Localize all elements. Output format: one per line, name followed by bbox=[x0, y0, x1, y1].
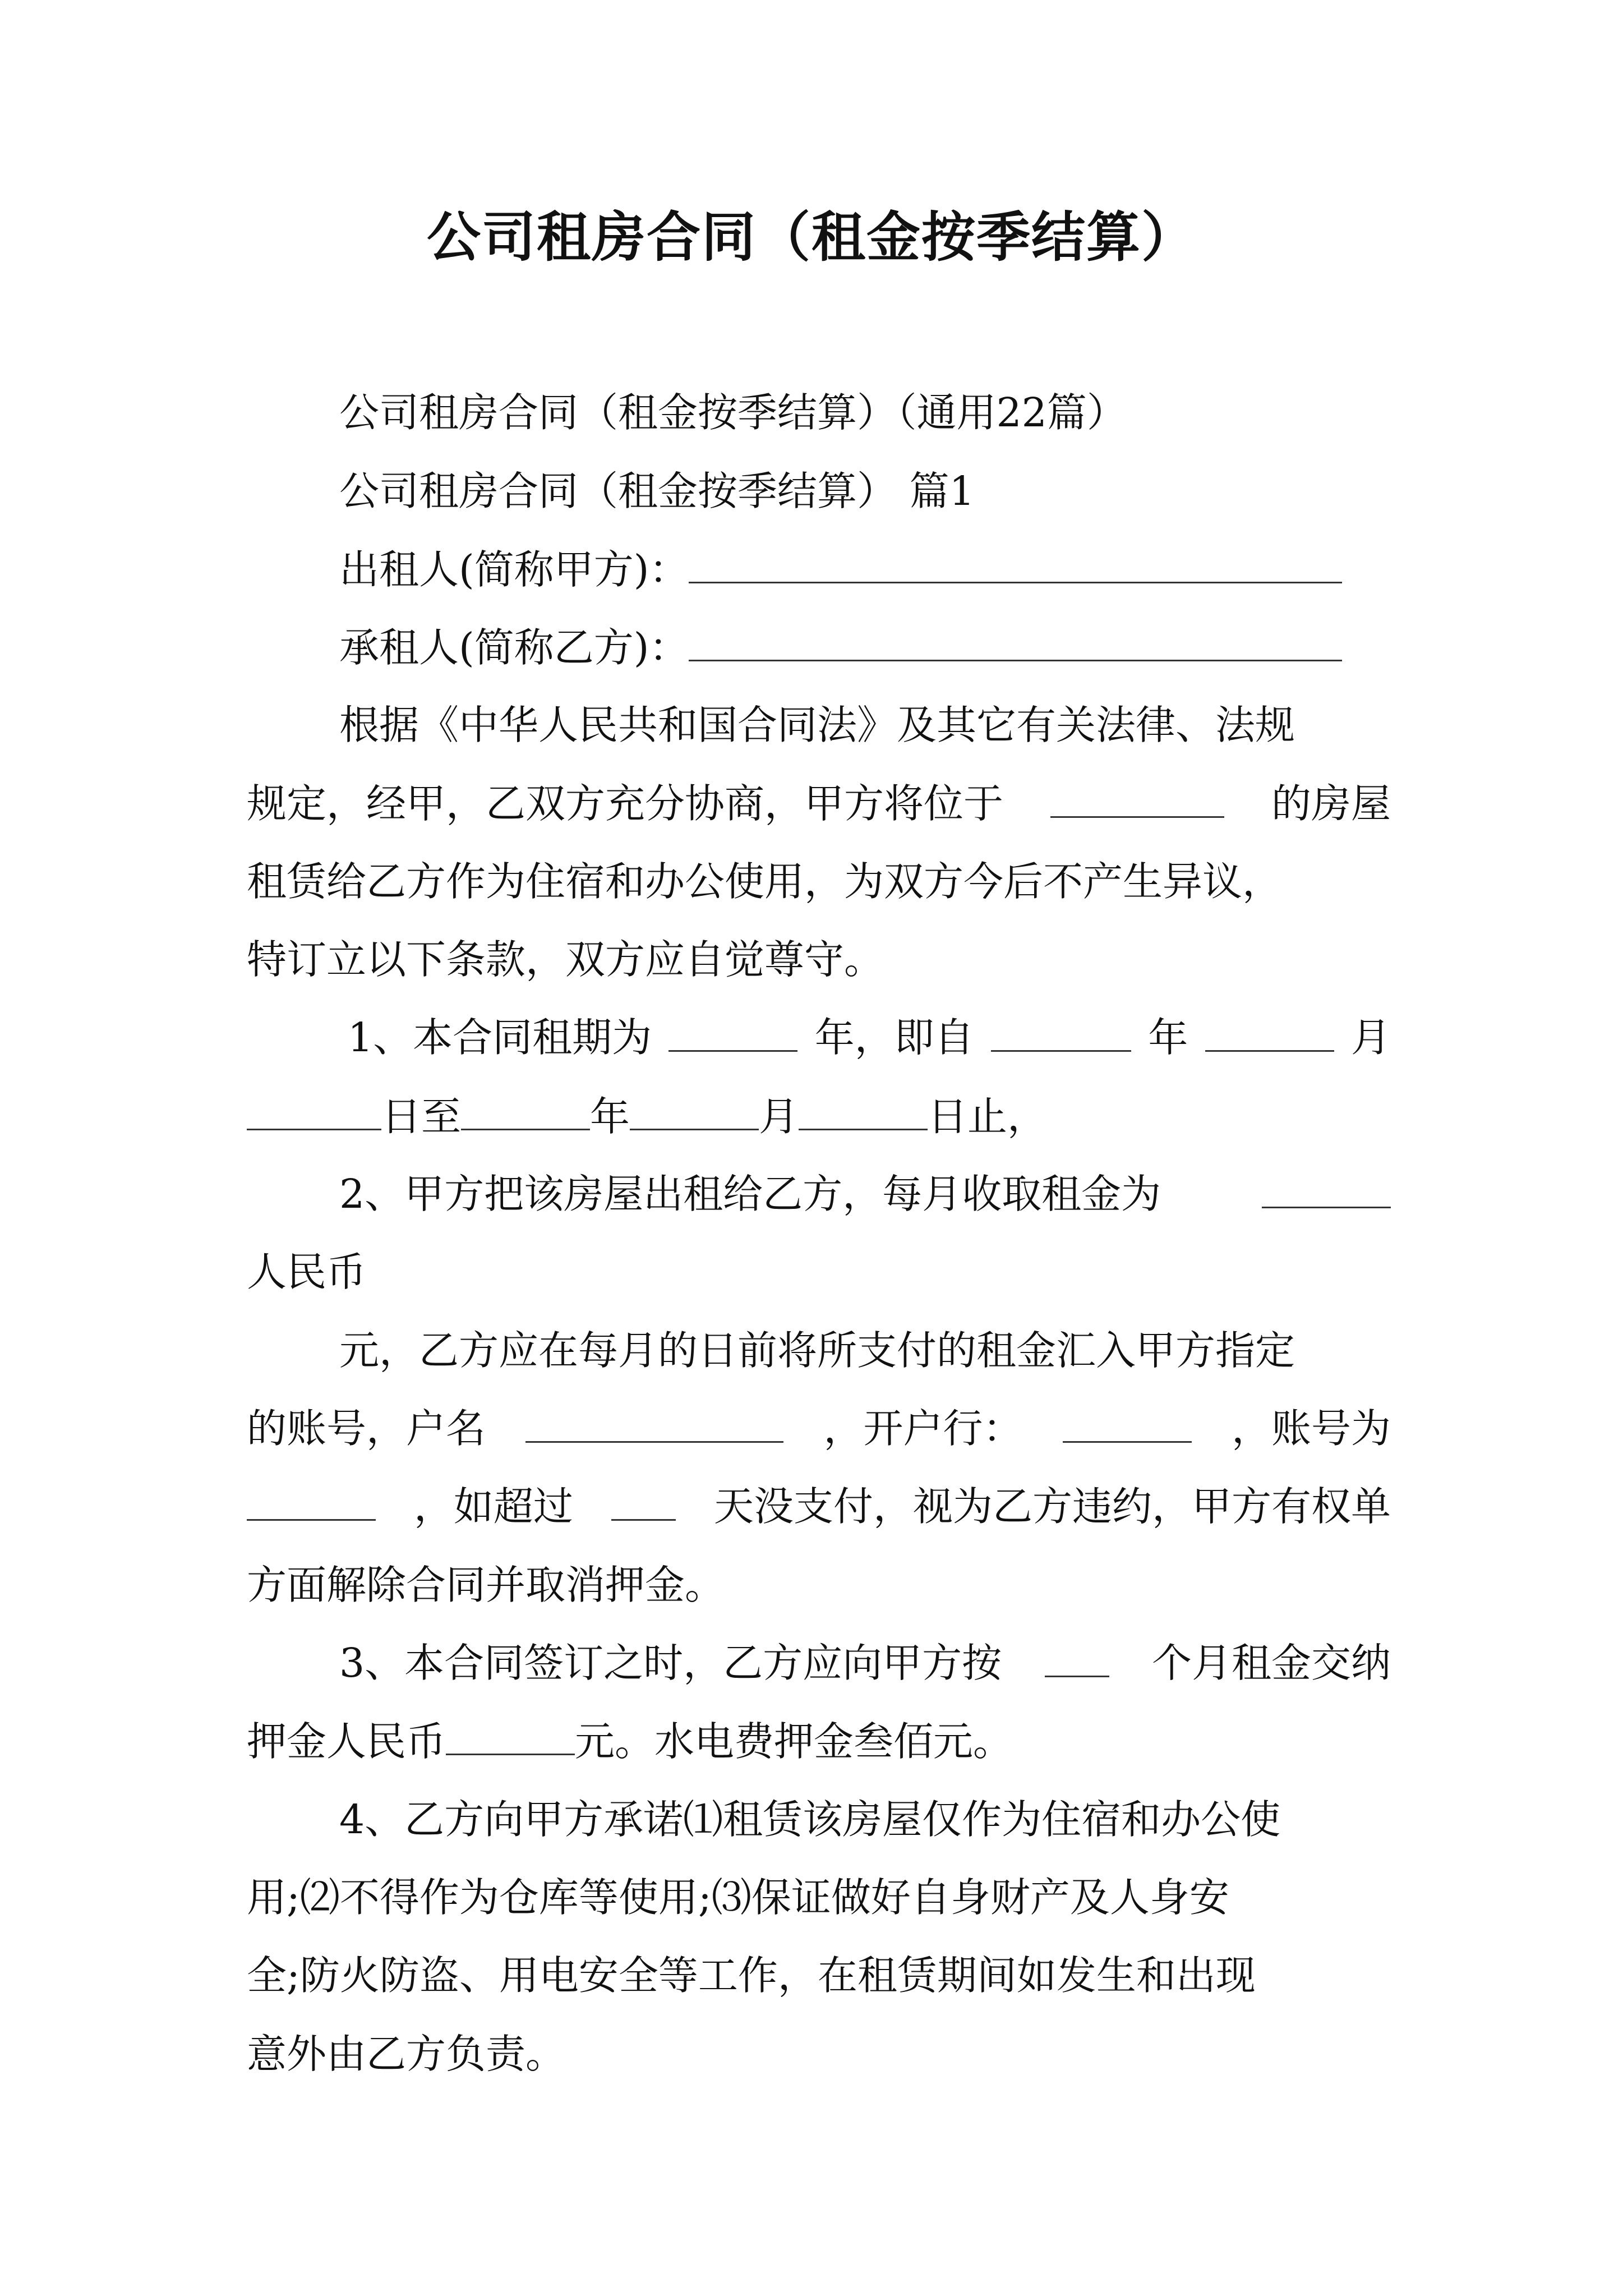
clause-2-line-5 bbox=[247, 1480, 1391, 1534]
lessor-label: 出租人(简称甲方)： bbox=[339, 546, 689, 593]
start-month-blank bbox=[1205, 1011, 1334, 1052]
lessee-line bbox=[339, 620, 1342, 674]
clause-4-line-3: 全;防火防盗、用电安全等工作，在租赁期间如发生和出现 bbox=[247, 1952, 1256, 1999]
intro-text-b: 的房屋 bbox=[1271, 780, 1391, 827]
clause-2-line-1 bbox=[339, 1167, 1391, 1221]
account-name-blank bbox=[525, 1402, 783, 1443]
clause-1-text-h: 日止， bbox=[928, 1093, 1048, 1140]
clause-2-text-a: 2、甲方把该房屋出租给乙方，每月收取租金为 bbox=[339, 1171, 1161, 1217]
clause-1-text-a: 1、本合同租期为 bbox=[348, 1014, 652, 1061]
overdue-days-blank bbox=[611, 1480, 676, 1521]
lessee-blank bbox=[689, 620, 1342, 661]
clause-2-line-3: 元，乙方应在每月的日前将所支付的租金汇入甲方指定 bbox=[339, 1327, 1295, 1374]
clause-1-text-g: 月 bbox=[759, 1093, 799, 1140]
lessee-label: 承租人(简称乙方)： bbox=[339, 624, 689, 671]
end-year-blank bbox=[461, 1089, 590, 1130]
deposit-amount-blank bbox=[446, 1714, 575, 1755]
lessor-blank bbox=[689, 542, 1342, 583]
deposit-months-blank bbox=[1045, 1636, 1109, 1677]
clause-3-text-b1: 押金人民币 bbox=[247, 1718, 446, 1765]
start-day-blank bbox=[247, 1089, 381, 1130]
clause-2-line-2: 人民币 bbox=[247, 1249, 367, 1295]
lessor-line bbox=[339, 542, 1342, 596]
clause-1-line-1 bbox=[348, 1011, 1391, 1065]
clause-1-text-f: 年 bbox=[590, 1093, 630, 1140]
clause-1-text-b: 年，即自 bbox=[814, 1014, 974, 1061]
clause-3-text-a1: 3、本合同签订之时，乙方应向甲方按 bbox=[339, 1640, 1002, 1686]
paragraph-intro-line-1: 根据《中华人民共和国合同法》及其它有关法律、法规 bbox=[339, 702, 1295, 748]
clause-2-line-6: 方面解除合同并取消押金。 bbox=[247, 1562, 725, 1608]
clause-2-text-e1: ，如超过 bbox=[413, 1483, 573, 1530]
term-years-blank bbox=[668, 1011, 797, 1052]
clause-3-line-2 bbox=[247, 1714, 1013, 1768]
clause-1-line-2 bbox=[247, 1089, 1047, 1143]
clause-4-line-2: 用;⑵不得作为仓库等使用;⑶保证做好自身财产及人身安 bbox=[247, 1874, 1229, 1921]
clause-3-text-a2: 个月租金交纳 bbox=[1151, 1640, 1391, 1686]
clause-3-line-1 bbox=[339, 1636, 1391, 1690]
clause-2-line-4 bbox=[247, 1402, 1391, 1456]
clause-1-text-d: 月 bbox=[1350, 1014, 1391, 1061]
clause-2-text-d3: ，账号为 bbox=[1231, 1405, 1391, 1452]
document-subtitle: 公司租房合同（租金按季结算）（通用22篇） bbox=[339, 389, 1127, 436]
end-month-blank bbox=[630, 1089, 759, 1130]
clause-4-line-4: 意外由乙方负责。 bbox=[247, 2031, 566, 2077]
start-year-blank bbox=[991, 1011, 1131, 1052]
intro-text-a: 规定，经甲，乙双方充分协商，甲方将位于 bbox=[247, 780, 1004, 827]
paragraph-intro-line-4: 特订立以下条款，双方应自觉尊守。 bbox=[247, 936, 884, 983]
account-number-blank bbox=[247, 1480, 376, 1521]
clause-2-text-e2: 天没支付，视为乙方违约，甲方有权单 bbox=[713, 1483, 1391, 1530]
paragraph-intro-line-2 bbox=[247, 777, 1391, 831]
clause-1-text-e: 日至 bbox=[381, 1093, 462, 1140]
clause-1-text-c: 年 bbox=[1148, 1014, 1188, 1061]
paragraph-intro-line-3: 租赁给乙方作为住宿和办公使用，为双方今后不产生异议， bbox=[247, 858, 1283, 905]
document-title: 公司租房合同（租金按季结算） bbox=[427, 206, 1196, 269]
rent-amount-blank bbox=[1262, 1167, 1391, 1208]
location-blank bbox=[1050, 777, 1224, 818]
clause-2-text-d2: ，开户行： bbox=[823, 1405, 1023, 1452]
section-heading: 公司租房合同（租金按季结算） 篇1 bbox=[339, 468, 975, 514]
clause-2-text-d1: 的账号，户名 bbox=[247, 1405, 486, 1452]
bank-blank bbox=[1063, 1402, 1192, 1443]
clause-4-line-1: 4、乙方向甲方承诺⑴租赁该房屋仅作为住宿和办公使 bbox=[339, 1796, 1281, 1843]
end-day-blank bbox=[799, 1089, 928, 1130]
clause-3-text-b2: 元。水电费押金叁佰元。 bbox=[575, 1718, 1013, 1765]
